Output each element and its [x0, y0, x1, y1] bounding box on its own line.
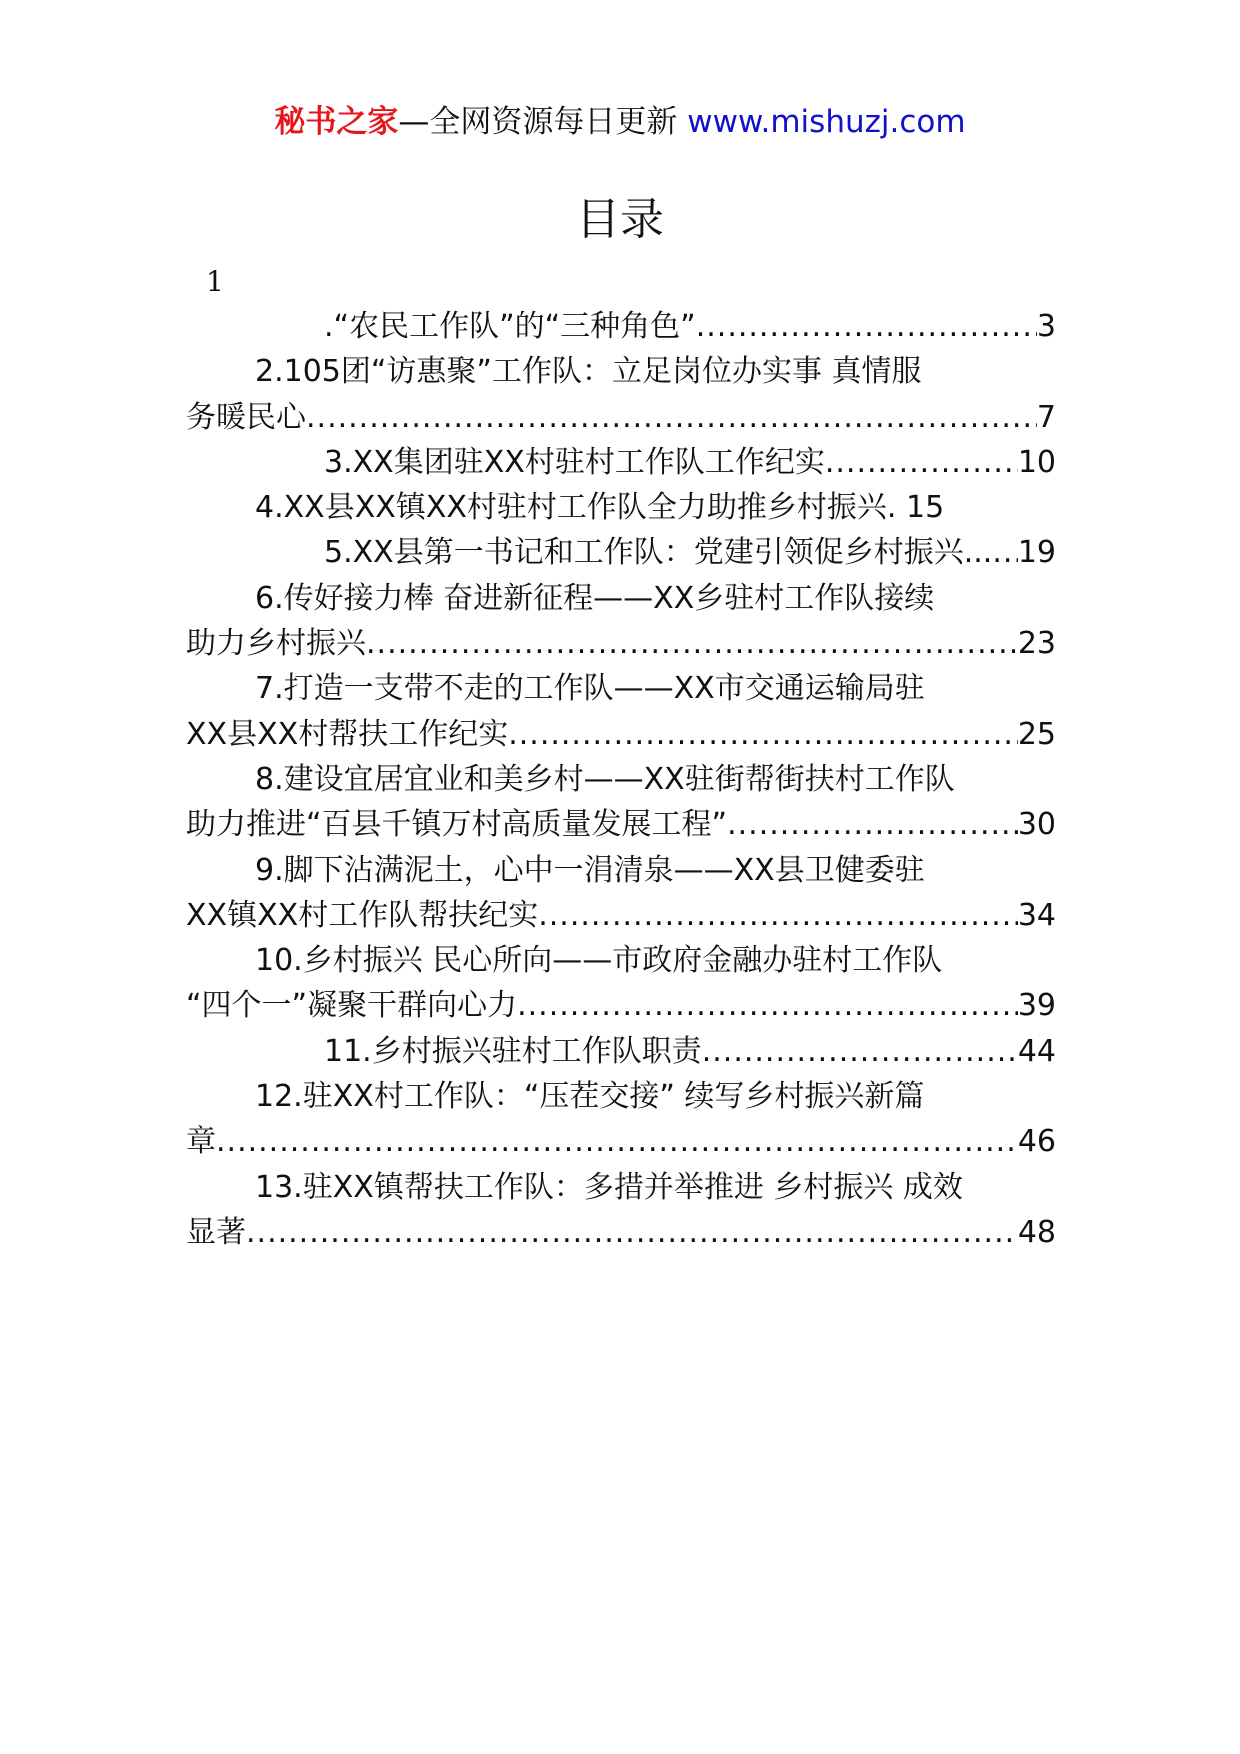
- toc-entry-title: 8.建设宜居宜业和美乡村——XX驻街帮街扶村工作队: [255, 761, 955, 797]
- toc-page-number: 19: [1017, 535, 1056, 571]
- dot-leader: [216, 1119, 1018, 1164]
- toc-page-number: 34: [1017, 897, 1056, 933]
- toc-entry-title: 10.乡村振兴 民心所向——市政府金融办驻村工作队: [255, 943, 943, 979]
- toc-entry-title: 6.传好接力棒 奋进新征程——XX乡驻村工作队接续: [255, 580, 935, 616]
- toc-entry-title: 7.打造一支带不走的工作队——XX市交通运输局驻: [255, 671, 925, 707]
- toc-entry-title: 务暖民心: [186, 399, 306, 435]
- toc-entry-title: .“农民工作队”的“三种角色”: [324, 309, 696, 344]
- dot-leader: [508, 712, 1018, 757]
- toc-entry[interactable]: [186, 1029, 1056, 1074]
- toc-entry-title: 5.XX县第一书记和工作队：党建引领促乡村振兴...: [324, 535, 993, 571]
- toc-page-number: 48: [1017, 1214, 1056, 1250]
- toc-entry[interactable]: [186, 938, 1056, 1029]
- brand-name: 秘书之家: [274, 104, 399, 140]
- header-slogan: —全网资源每日更新: [398, 104, 678, 140]
- toc-entry[interactable]: [186, 349, 1056, 440]
- toc-page-number: 30: [1017, 807, 1056, 843]
- toc-entry[interactable]: [186, 1074, 1056, 1165]
- toc-entry-title: “四个一”凝聚干群向心力: [186, 988, 518, 1024]
- toc-page-number: 23: [1017, 626, 1056, 662]
- toc-page-number: 10: [1017, 444, 1056, 480]
- toc-entry[interactable]: [186, 485, 1056, 530]
- dot-leader: [517, 983, 1018, 1028]
- dot-leader: [538, 893, 1018, 938]
- toc-entry[interactable]: [186, 757, 1056, 848]
- toc-entry-title: 助力乡村振兴: [186, 626, 366, 662]
- toc-entry-title: 2.105团“访惠聚”工作队：立足岗位办实事 真情服: [255, 354, 922, 390]
- toc-entry[interactable]: [186, 576, 1056, 667]
- toc-page-number: 7: [1036, 399, 1056, 435]
- toc-page-number: 46: [1017, 1124, 1056, 1160]
- toc-entry-title: 显著: [186, 1214, 246, 1250]
- toc-entry-title: 章: [186, 1124, 216, 1160]
- toc-entry[interactable]: [186, 666, 1056, 757]
- toc-entry-title: 3.XX集团驻XX村驻村工作队工作纪实: [324, 444, 825, 480]
- toc-entry-title: XX镇XX村工作队帮扶纪实: [186, 897, 539, 933]
- toc-page-number: 25: [1017, 716, 1056, 752]
- toc-entry-title: 9.脚下沾满泥土，心中一涓清泉——XX县卫健委驻: [255, 852, 925, 888]
- dot-leader: [727, 802, 1018, 847]
- dot-leader: [246, 1210, 1018, 1255]
- toc-entry-title: XX县XX村帮扶工作纪实: [186, 716, 509, 752]
- dot-leader: [992, 530, 1017, 575]
- page-number-marker: 1: [206, 265, 224, 298]
- dot-leader: [306, 395, 1037, 440]
- dot-leader: [366, 621, 1018, 666]
- toc-entry[interactable]: [186, 304, 1056, 349]
- dot-leader: [702, 1029, 1018, 1074]
- toc-entry[interactable]: [186, 848, 1056, 939]
- dot-leader: [825, 440, 1018, 485]
- toc-page-number: 3: [1036, 309, 1056, 344]
- toc-entry[interactable]: [186, 1165, 1056, 1256]
- toc-entry-title: 12.驻XX村工作队：“压茬交接” 续写乡村振兴新篇: [255, 1079, 925, 1115]
- toc-entry[interactable]: [186, 530, 1056, 575]
- dot-leader: [696, 304, 1037, 349]
- toc-entry[interactable]: [186, 440, 1056, 485]
- page-title: 目录: [576, 194, 664, 245]
- toc-entry-title: 11.乡村振兴驻村工作队职责: [324, 1033, 702, 1069]
- table-of-contents: [186, 304, 1056, 1255]
- site-header: [0, 100, 1240, 144]
- toc-page-number: 39: [1017, 988, 1056, 1024]
- toc-entry-title: 13.驻XX镇帮扶工作队：多措并举推进 乡村振兴 成效: [255, 1169, 963, 1205]
- toc-page-number: 44: [1017, 1033, 1056, 1069]
- site-url-link[interactable]: www.mishuzj.com: [687, 104, 966, 140]
- toc-entry-title: 助力推进“百县千镇万村高质量发展工程”: [186, 807, 728, 843]
- toc-entry-title: 4.XX县XX镇XX村驻村工作队全力助推乡村振兴. 15: [255, 490, 945, 526]
